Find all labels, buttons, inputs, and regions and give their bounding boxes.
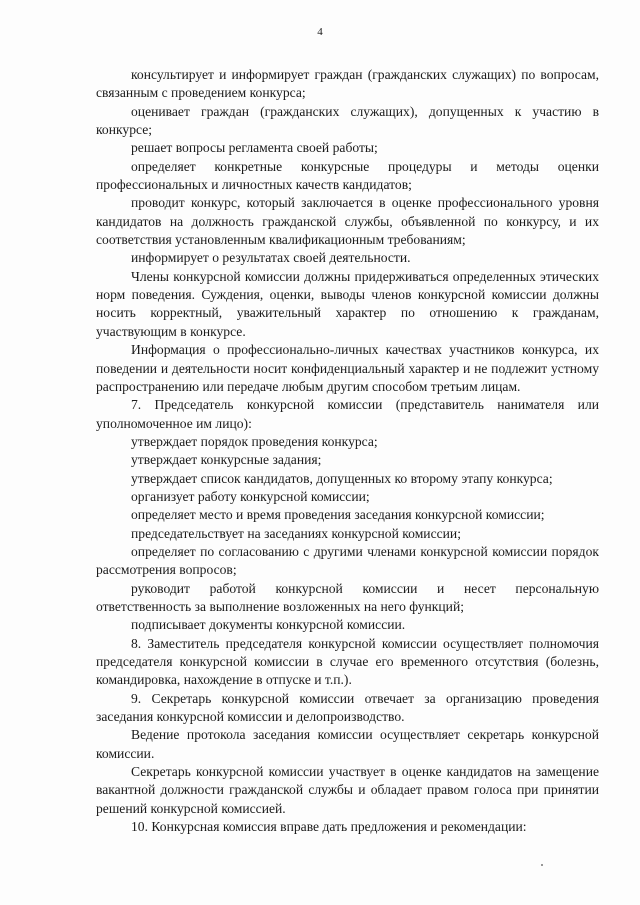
paragraph: информирует о результатах своей деятельности. (131, 250, 411, 266)
paragraph: 7. Председатель конкурсной комиссии (представитель нанимателя или уполномоченное им лицо): (96, 397, 599, 431)
paragraph: проводит конкурс, который заключается в оценке профессионального уровня кандидатов на должность гражданской службы, объявленной по конкурсу, и их соответствия установленным квалификационным требованиям; (96, 195, 599, 248)
scan-speck (541, 864, 543, 866)
paragraph: Информация о профессионально-личных качествах участников конкурса, их поведении и деятельности носит конфиденциальный характер и не подлежит устному распространению или передаче любым другим способом третьим лицам. (96, 342, 599, 394)
paragraph: 9. Секретарь конкурсной комиссии отвечает за организацию проведения заседания конкурсной комиссии и делопроизводство. (96, 690, 599, 725)
paragraph: определяет место и время проведения заседания конкурсной комиссии; (131, 507, 545, 523)
paragraph: решает вопросы регламента своей работы; (131, 140, 378, 156)
paragraph: консультирует и информирует граждан (гражданских служащих) по вопросам, связанным с проведением конкурса; (96, 67, 599, 101)
paragraph: Ведение протокола заседания комиссии осуществляет секретарь конкурсной комиссии. (96, 727, 599, 761)
paragraph: руководит работой конкурсной комиссии и несет персональную ответственность за выполнение возложенных на него функций; (96, 580, 599, 614)
paragraph: оценивает граждан (гражданских служащих), допущенных к участию в конкурсе; (96, 103, 599, 138)
page-number: 4 (317, 26, 323, 38)
paragraph: утверждает конкурсные задания; (131, 452, 322, 468)
paragraph: 8. Заместитель председателя конкурсной комиссии осуществляет полномочия председателя конкурсной комиссии в случае его временного отсутствия (болезнь, командировка, нахождение в отпуске и т.п.). (96, 635, 599, 688)
paragraph: организует работу конкурсной комиссии; (131, 488, 370, 504)
paragraph: подписывает документы конкурсной комиссии. (131, 617, 406, 633)
paragraph: определяет конкретные конкурсные процедуры и методы оценки профессиональных и личностных качеств кандидатов; (96, 158, 599, 193)
paragraph: 10. Конкурсная комиссия вправе дать предложения и рекомендации: (131, 819, 527, 835)
paragraph: Секретарь конкурсной комиссии участвует в оценке кандидатов на замещение вакантной должности гражданской службы и обладает правом голоса при принятии решений конкурсной комиссией. (96, 764, 599, 816)
paragraph: определяет по согласованию с другими членами конкурсной комиссии порядок рассмотрения вопросов; (96, 543, 599, 578)
paragraph: Члены конкурсной комиссии должны придерживаться определенных этических норм поведения. Суждения, оценки, выводы членов конкурсной комиссии должны носить корректный, уважительный характер по отношению к гражданам, участвующим в конкурсе. (96, 268, 599, 339)
document-body (96, 66, 599, 836)
paragraph: утверждает порядок проведения конкурса; (131, 433, 378, 449)
paragraph: председательствует на заседаниях конкурсной комиссии; (131, 525, 461, 541)
paragraph: утверждает список кандидатов, допущенных ко второму этапу конкурса; (131, 470, 553, 486)
